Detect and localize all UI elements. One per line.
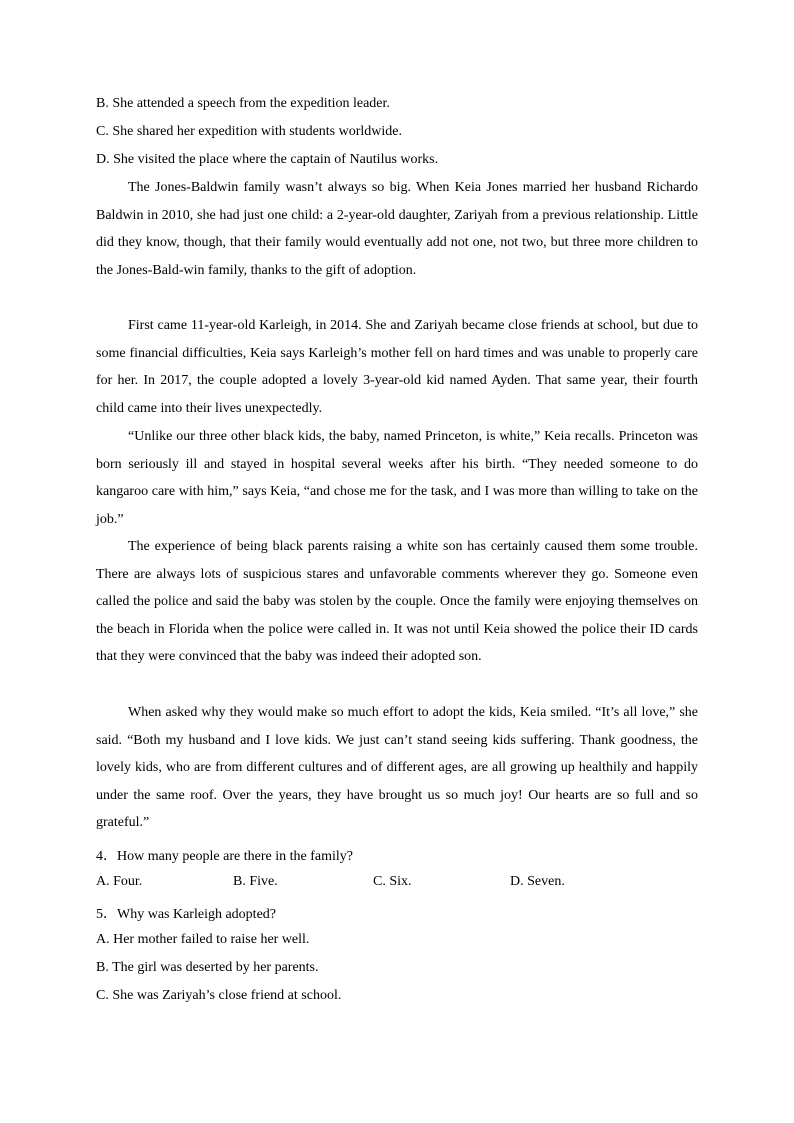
passage-paragraph-3: “Unlike our three other black kids, the baby, named Princeton, is white,” Keia recalls. Princeton was born seriously ill and stayed in hospital several weeks after his birth. “They needed someone to do kangaroo care with him,” says Keia, “and chose me for the task, and I was more than willing to take on the job.” [96,429,698,527]
question-4-option-a: A. Four. [96,874,143,889]
question-5-option-c: C. She was Zariyah’s close friend at school. [96,988,342,1003]
question-5-stem: 5．Why was Karleigh adopted? [96,907,276,922]
prev-option-c: C. She shared her expedition with students worldwide. [96,124,403,139]
question-4-option-d: D. Seven. [510,874,565,889]
question-4-option-c: C. Six. [373,874,412,889]
passage-paragraph-5: When asked why they would make so much effort to adopt the kids, Keia smiled. “It’s all love,” she said. “Both my husband and I love kids. We just can’t stand seeing kids suffering. Thank goodness, the lovely kids, who are from different cultures and of different ages, are all growing up healthily and happily under the same roof. Over the years, they have brought us so much joy! Our hearts are so full and so grateful.” [96,705,698,831]
passage-paragraph-4: The experience of being black parents raising a white son has certainly caused them some trouble. There are always lots of suspicious stares and unfavorable comments wherever they go. Someone even called the police and said the baby was stolen by the couple. Once the family were enjoying themselves on the beach in Florida when the police were called in. It was not until Keia showed the police their ID cards that they were convinced that the baby was indeed their adopted son. [96,539,698,665]
prev-option-b: B. She attended a speech from the expedition leader. [96,96,390,111]
question-4-stem: 4．How many people are there in the family? [96,849,353,864]
passage-paragraph-1: The Jones-Baldwin family wasn’t always so big. When Keia Jones married her husband Richardo Baldwin in 2010, she had just one child: a 2-year-old daughter, Zariyah from a previous relationship. Little did they know, though, that their family would eventually add not one, not two, but three more children to the Jones-Bald-win family, thanks to the gift of adoption. [96,180,698,278]
question-4-option-b: B. Five. [233,874,278,889]
prev-option-d: D. She visited the place where the captain of Nautilus works. [96,152,439,167]
question-5-option-a: A. Her mother failed to raise her well. [96,932,310,947]
question-5-option-b: B. The girl was deserted by her parents. [96,960,319,975]
passage-paragraph-2: First came 11-year-old Karleigh, in 2014. She and Zariyah became close friends at school, but due to some financial difficulties, Keia says Karleigh’s mother fell on hard times and was unable to properly care for her. In 2017, the couple adopted a lovely 3-year-old kid named Ayden. That same year, their fourth child came into their lives unexpectedly. [96,318,698,416]
